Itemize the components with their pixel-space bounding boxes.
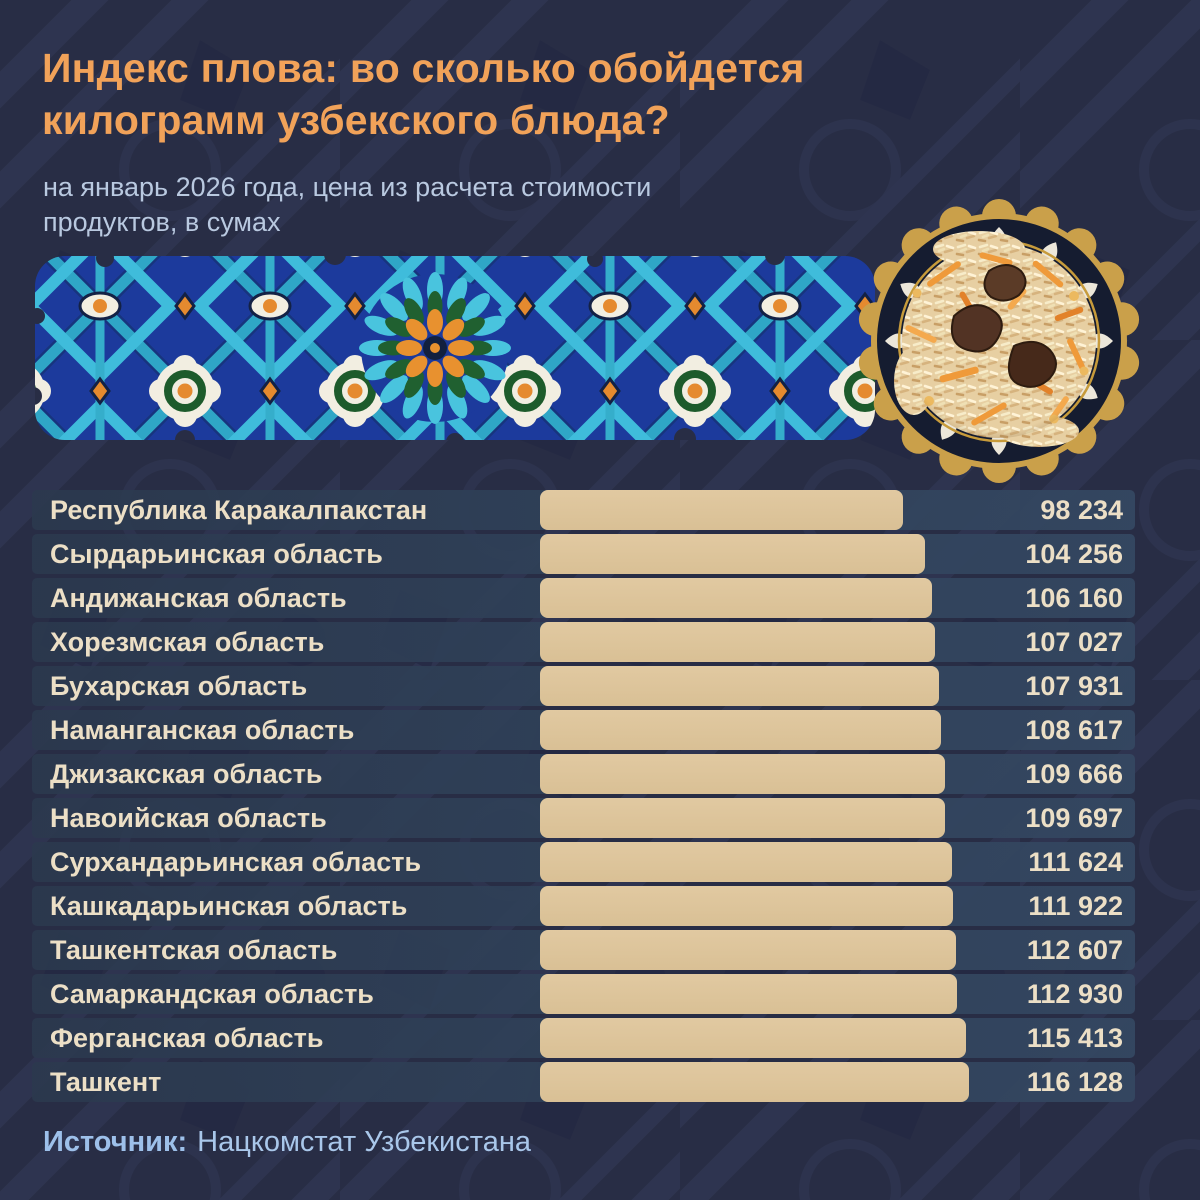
row-bar — [540, 534, 925, 574]
row-value: 111 922 — [1028, 891, 1123, 921]
row-value: 109 697 — [1025, 803, 1123, 833]
row-label: Ташкентская область — [50, 935, 338, 965]
row-bar — [540, 578, 932, 618]
row-bar — [540, 930, 956, 970]
chart-row — [32, 930, 1135, 970]
row-bar — [540, 754, 945, 794]
row-value: 107 931 — [1025, 671, 1123, 701]
page-subtitle — [43, 170, 823, 240]
bar-chart — [32, 490, 1135, 1102]
row-value: 108 617 — [1025, 715, 1123, 745]
chart-row — [32, 842, 1135, 882]
row-label: Самаркандская область — [50, 979, 374, 1009]
row-value: 112 607 — [1026, 935, 1123, 965]
chart-row — [32, 886, 1135, 926]
row-bar — [540, 1062, 969, 1102]
uzbek-mosaic-icon — [35, 256, 875, 440]
row-bar — [540, 1018, 966, 1058]
row-label: Сырдарьинская область — [50, 539, 383, 569]
row-bar — [540, 710, 941, 750]
row-label: Ташкент — [50, 1067, 162, 1097]
chart-row — [32, 1018, 1135, 1058]
chart-row — [32, 666, 1135, 706]
plov-plate-icon — [856, 198, 1142, 484]
chart-row — [32, 754, 1135, 794]
source-line — [43, 1126, 531, 1159]
row-value: 107 027 — [1025, 627, 1123, 657]
page-title — [42, 42, 1002, 147]
row-label: Андижанская область — [50, 583, 347, 613]
row-bar — [540, 666, 939, 706]
row-bar — [540, 622, 935, 662]
row-value: 115 413 — [1026, 1023, 1123, 1053]
row-value: 112 930 — [1026, 979, 1123, 1009]
chart-row — [32, 490, 1135, 530]
chart-row — [32, 534, 1135, 574]
row-value: 104 256 — [1025, 539, 1123, 569]
row-value: 106 160 — [1025, 583, 1123, 613]
row-bar — [540, 886, 953, 926]
chart-row — [32, 798, 1135, 838]
chart-row — [32, 1062, 1135, 1102]
source-label: Источник: — [43, 1126, 188, 1158]
row-label: Республика Каракалпакстан — [50, 495, 428, 525]
row-value: 111 624 — [1028, 847, 1123, 877]
row-label: Джизакская область — [50, 759, 323, 789]
row-label: Бухарская область — [50, 671, 308, 701]
row-label: Навоийская область — [50, 803, 327, 833]
row-bar — [540, 974, 957, 1014]
row-label: Наманганская область — [50, 715, 355, 745]
row-bar — [540, 490, 903, 530]
page-subtitle-line2: продуктов, в сумах — [43, 207, 281, 238]
row-label: Хорезмская область — [50, 627, 325, 657]
row-label: Сурхандарьинская область — [50, 847, 422, 877]
chart-row — [32, 578, 1135, 618]
row-bar — [540, 842, 952, 882]
page-title-line2: килограмм узбекского блюда? — [42, 97, 670, 144]
chart-row — [32, 710, 1135, 750]
row-label: Кашкадарьинская область — [50, 891, 408, 921]
source-value: Нацкомстат Узбекистана — [197, 1126, 531, 1158]
row-bar — [540, 798, 945, 838]
row-label: Ферганская область — [50, 1023, 324, 1053]
row-value: 116 128 — [1026, 1067, 1123, 1097]
chart-row — [32, 974, 1135, 1014]
row-value: 109 666 — [1025, 759, 1123, 789]
page-subtitle-line1: на январь 2026 года, цена из расчета стоимости — [43, 172, 652, 202]
chart-row — [32, 622, 1135, 662]
row-value: 98 234 — [1040, 495, 1123, 525]
page-title-line1: Индекс плова: во сколько обойдется — [42, 45, 805, 91]
